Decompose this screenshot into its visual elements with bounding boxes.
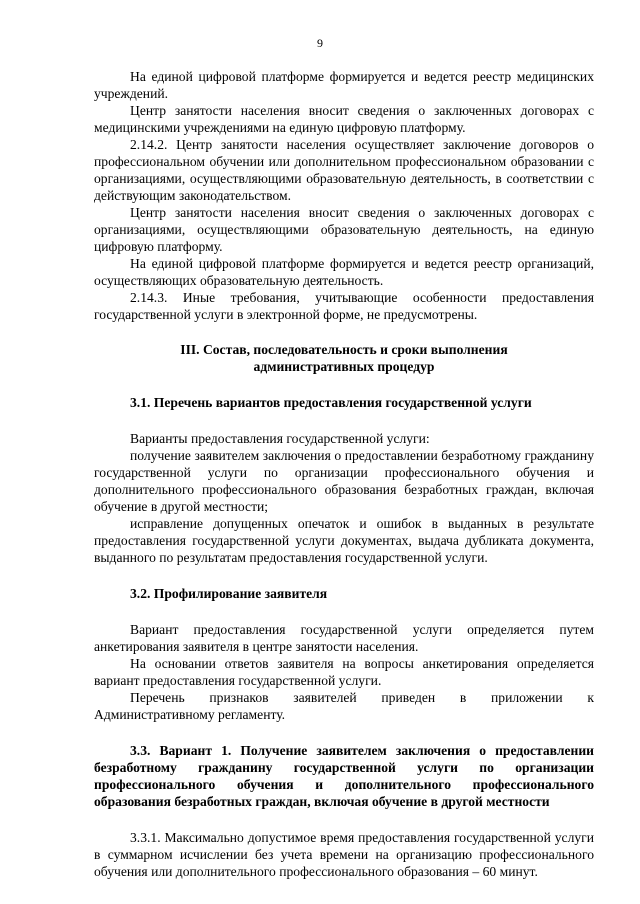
section-title-line: административных процедур: [253, 359, 435, 374]
paragraph: Административному регламенту.: [94, 707, 286, 722]
paragraph: На единой цифровой платформе формируется и ведется реестр медицинских учреждений.: [94, 69, 594, 101]
paragraph: Вариант предоставления государственной услуги определяется путем анкетирования заявителя в центре занятости населения.: [94, 622, 594, 654]
subsection-heading: 3.2. Профилирование заявителя: [130, 586, 328, 601]
section-title-line: III. Состав, последовательность и сроки выполнения: [180, 342, 508, 357]
paragraph: Центр занятости населения вносит сведения о заключенных договорах с медицинскими учреждениями на единую цифровую платформу.: [94, 103, 594, 135]
paragraph: Перечень признаков заявителей приведен в приложении к: [130, 690, 594, 705]
paragraph: На основании ответов заявителя на вопросы анкетирования определяется вариант предоставления государственной услуги.: [94, 656, 594, 688]
subsection-heading: 3.1. Перечень вариантов предоставления государственной услуги: [130, 395, 532, 410]
paragraph: исправление допущенных опечаток и ошибок в выданных в результате предоставления государственной услуги документах, выдача дубликата документа, выданного по результатам предоставления государственной услуги.: [94, 516, 594, 565]
paragraph: 3.3.1. Максимально допустимое время предоставления государственной услуги в суммарном исчислении без учета времени на организацию профессионального обучения или дополнительного профессионального образования – 60 минут.: [94, 830, 594, 879]
page-number: 9: [317, 36, 323, 50]
paragraph: 2.14.3. Иные требования, учитывающие особенности предоставления государственной услуги в электронной форме, не предусмотрены.: [94, 290, 594, 322]
paragraph: Варианты предоставления государственной услуги:: [130, 431, 430, 446]
paragraph: получение заявителем заключения о предоставлении безработному гражданину государственной услуги по организации профессионального обучения и дополнительного профессионального образования безработных граждан, включая обучение в другой местности;: [94, 448, 594, 514]
paragraph: Центр занятости населения вносит сведения о заключенных договорах с организациями, осуществляющими образовательную деятельность, на единую цифровую платформу.: [94, 205, 594, 254]
paragraph: На единой цифровой платформе формируется и ведется реестр организаций, осуществляющих образовательную деятельность.: [94, 256, 594, 288]
document-body: [94, 68, 594, 880]
subsection-heading: 3.3. Вариант 1. Получение заявителем заключения о предоставлении безработному гражданину государственной услуги по организации профессионального обучения и дополнительного профессионального образования безработных граждан, включая обучение в другой местности: [94, 743, 594, 809]
paragraph: 2.14.2. Центр занятости населения осуществляет заключение договоров о профессиональном обучении или дополнительном профессиональном образовании с организациями, осуществляющими образовательную деятельность, в соответствии с действующим законодательством.: [94, 137, 594, 203]
